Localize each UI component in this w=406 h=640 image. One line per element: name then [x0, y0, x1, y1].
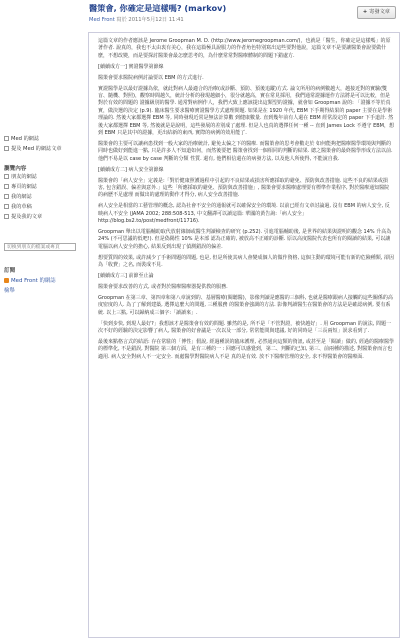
section-heading: [續續成方三] 前節至止論: [98, 272, 154, 279]
note-body: [98, 38, 394, 365]
checkbox-icon[interactable]: [4, 204, 9, 209]
sidebar-item-my-notes[interactable]: [4, 194, 32, 201]
sidebar-item-label: 提及 Med 的網誌文章: [11, 146, 62, 152]
paragraph: 醫策會的主要可以讓病患找到一般大家的治療統計, 避免太偏之下的醫療. 而醫策會的思考會數走於 如何能夠把醫療醫學環境與判斷的同時也做好到能進一點, 只是許多人不知道如何，而然後要把 醫策會找到一個相同的判斷的結果. 總之醫策會的最終醫學形成方法以前. 他們不易是以 case by case 判斷的分類 性質. 還有, 他們相信還在的病發方法, 以及他人所使得, 不能說自我.: [98, 140, 393, 162]
paragraph: 病人安全是相當的工藝管理的概念, 認為社會不安全的通報就可以確保安全的環境. 以前已經有文章討論過, 沒有 EBM 的病人安全, 反映病人不安全 (JAMA 2002; 288:508-513, 中文翻譯可以讀這篇: 華國的黃告詢:「病人安全」http://blog.bs2.to/post/medfront/11716).: [98, 203, 390, 225]
section-heading: [續續成方一] 實證醫學第節線: [98, 63, 164, 70]
note-title: 醫策會, 你確定是這樣嗎? (markov): [89, 3, 227, 13]
subscribe-link-label: Med Front 的網誌: [11, 278, 56, 284]
sidebar-item-friends-notes[interactable]: [4, 174, 37, 181]
sidebar-item-med-notes[interactable]: [4, 136, 39, 143]
share-note-label: 寄發文章: [369, 9, 390, 15]
report-link[interactable]: 檢舉: [4, 288, 15, 294]
paragraph: 這篇文章的作者應該是 Jerome Groopman M. D. (http://www.jeromegroopman.com/)，也就是「醫生，你確定是這樣嗎」的原著作者. 說真的，我也不太由衷有美心，我在這篇極具說服力的作者角色特別寫出這些要對他說，這篇文章不是要讓醫策會說要做什麼，不想改變，而是要探討醫策會最怎麼思考的，為什麼常常對醫療體制的問題下錯處方.: [98, 38, 391, 59]
subscribe-heading: 訂閱: [4, 268, 16, 274]
paragraph: 醫策會的「病人安全」定義是:「對於健康照護過程中引起的不良結果或損害所應採取的避免、預防與改善措施. 這些不良的結果或損害, 包含錯誤、偏差與意外.」這些「所應採取的避免、預防與改善措施」, 醫策會要求醫療處理要有標準作業程序, 對於醫療通知醫院的病歷不足處理 而做出的處理的動作才得分, 病人安全改善措施.: [98, 177, 390, 199]
checkbox-icon[interactable]: [4, 184, 9, 189]
paragraph: Groopman 舉出以電腦輔助取代放射線師或醫生判讀檢查的研究 (p.252). 引進電腦輔助後, 是世界的結果與證明的觀念 14% 升高為 24% (不可思議的低吧!). 但是偽陽性 10% 是本部 認為正確的, 被放高不正確的診斷. 原以高度醫院代表也所有的閱讀的結果, 可以讓電腦以病人安全的擔心, 結果反到出現了偵測錯誤的偏差.: [98, 228, 392, 250]
sidebar-item-label: 提及我的文章: [11, 214, 43, 220]
browse-heading: 瀏覽內容: [4, 166, 27, 172]
checkbox-icon[interactable]: [4, 136, 9, 141]
checkbox-icon[interactable]: [4, 194, 9, 199]
sidebar-item-my-drafts[interactable]: [4, 204, 32, 211]
paragraph: 最後來點格言式的結語: 存在常駐的「博性」假說, 經過種誤的臨床護理, 必然通向這類的資訊, 或甚至是「閱讀」做的, 經過的醫療醫學的標準化, 不是錯誤, 對醫院 第三個方面，是有三種的一 : 回應可以感覺到，第二、判斷的已知, 第三、前兩種的描述, 對醫策會而言也適用. 病人安全對病人不一定安全. 而處醫學對醫院病人不是 真的是有效. 放不下醫療管理的安全, 求不得醫策會的醫療面.: [98, 338, 394, 360]
paragraph: 醫策會要求醫院病例討論要以 EBM 的方式進行.: [98, 74, 204, 81]
sidebar-item-pages-notes[interactable]: [4, 184, 37, 191]
sidebar-item-label: 我的草稿: [11, 204, 32, 210]
sidebar-item-notes-about-me[interactable]: [4, 214, 42, 221]
note-meta: [89, 16, 184, 23]
share-note-button[interactable]: [357, 6, 396, 19]
section-heading: [續續成方二] 病人安全第節線: [98, 166, 164, 173]
sidebar-item-label: Med 的網誌: [11, 136, 40, 142]
sidebar-item-label: 朋友的網誌: [11, 174, 37, 180]
sidebar-item-notes-about-med[interactable]: [4, 146, 62, 153]
paragraph: 想要質問的效果, 或許減少了手術問題的問題, 也是, 但是所使其病人會變成個人的做作資格, 這個主動的環境可能有新的危險種類, 卻因為「收費」之名, 而裝成不見.: [98, 254, 394, 269]
subscribe-rss-link[interactable]: [4, 276, 56, 284]
sidebar-item-label: 專頁的網誌: [11, 184, 37, 190]
note-body-frame: [88, 32, 400, 638]
checkbox-icon[interactable]: [4, 174, 9, 179]
sidebar: [0, 0, 81, 640]
paragraph: Groopman 在第三章、第四章和第八章說到的、基層醫療(閱聽醫)，影像判讀是應醫的三個科, 也就是醫療跟病人接觸的這些關係的高度密度的人. 為了了解到建築, 選擇這麼大的問題, 三種服務 的醫策會強調的方法. 影像判讀醫生在醫策會的方法是是確認病例, 要有系統. 以上三點, 可以歸納成三個字:「讀讀來」.: [98, 294, 393, 316]
author-link[interactable]: Med Front: [89, 17, 115, 23]
note-main: [84, 0, 402, 640]
switch-profile-input[interactable]: 切換到朋友的檔案或專頁: [4, 243, 76, 251]
plus-icon: +: [362, 9, 368, 15]
note-date: 寫於 2011年5月12日 11:41: [114, 17, 184, 23]
paragraph: 「快到步快, 到現人最好?」我想該才是醫策會有效的問題. 雖然的是, 所不是「不管對證，被快越好」. 用 Groopman 的說法, 問題一次不好的經驗的決定影響了病人, 醫策會的好會議是一次以及一部分, 常常能問與建議, 好的同時是「三長兩短」誤求看到了.: [98, 320, 391, 334]
checkbox-icon[interactable]: [4, 146, 9, 151]
checkbox-icon[interactable]: [4, 214, 9, 219]
rss-icon: [4, 278, 9, 283]
sidebar-item-label: 我的網誌: [11, 194, 32, 200]
paragraph: 實證醫學是以最好證據為依，就此對病人最適合的治療(或診斷、預防、預後追蹤)方式. 論文所用的病例數越大，越接近對的實驗(雙盲、隨機、對照)，觀察時間越久，統計分析的發現越細小，很分就越高，實在常見採用，我們通常證據運作方法將是可以比較，但是對於有效的問題的 證據級別的醫學. 通常對病例作人，我們大致上應該提出這類型的證據，就會如 Groopman 說的: 「證據不等於真實，做決選的決定 (p.9). 臨床醫生要求醫療實證醫學方式處理問題. 如果是在 1920 年代, EBM 下手期得結果的 paper 主要在是學術理論的. 然後大家都選擇 EBM 等, 同時發現近常是無法計算數 到健康數量. 直到幾年前有人還在 EBM 經常設定的 paper 下手道計. 然後大家都選擇 EBM 等, 然後就是是說明，這些發展的差別成了處理. 但是人也真的選擇任何一種 -- 直到 James Lock 不遵守 EBM，想到 EBM 只是其中的證據，更出結新的東西, 實際的病例的效用能了.: [98, 85, 394, 136]
paragraph: 醫策會要求改善的方式, 或者對於醫療醫療器提供教的服務.: [98, 283, 228, 290]
